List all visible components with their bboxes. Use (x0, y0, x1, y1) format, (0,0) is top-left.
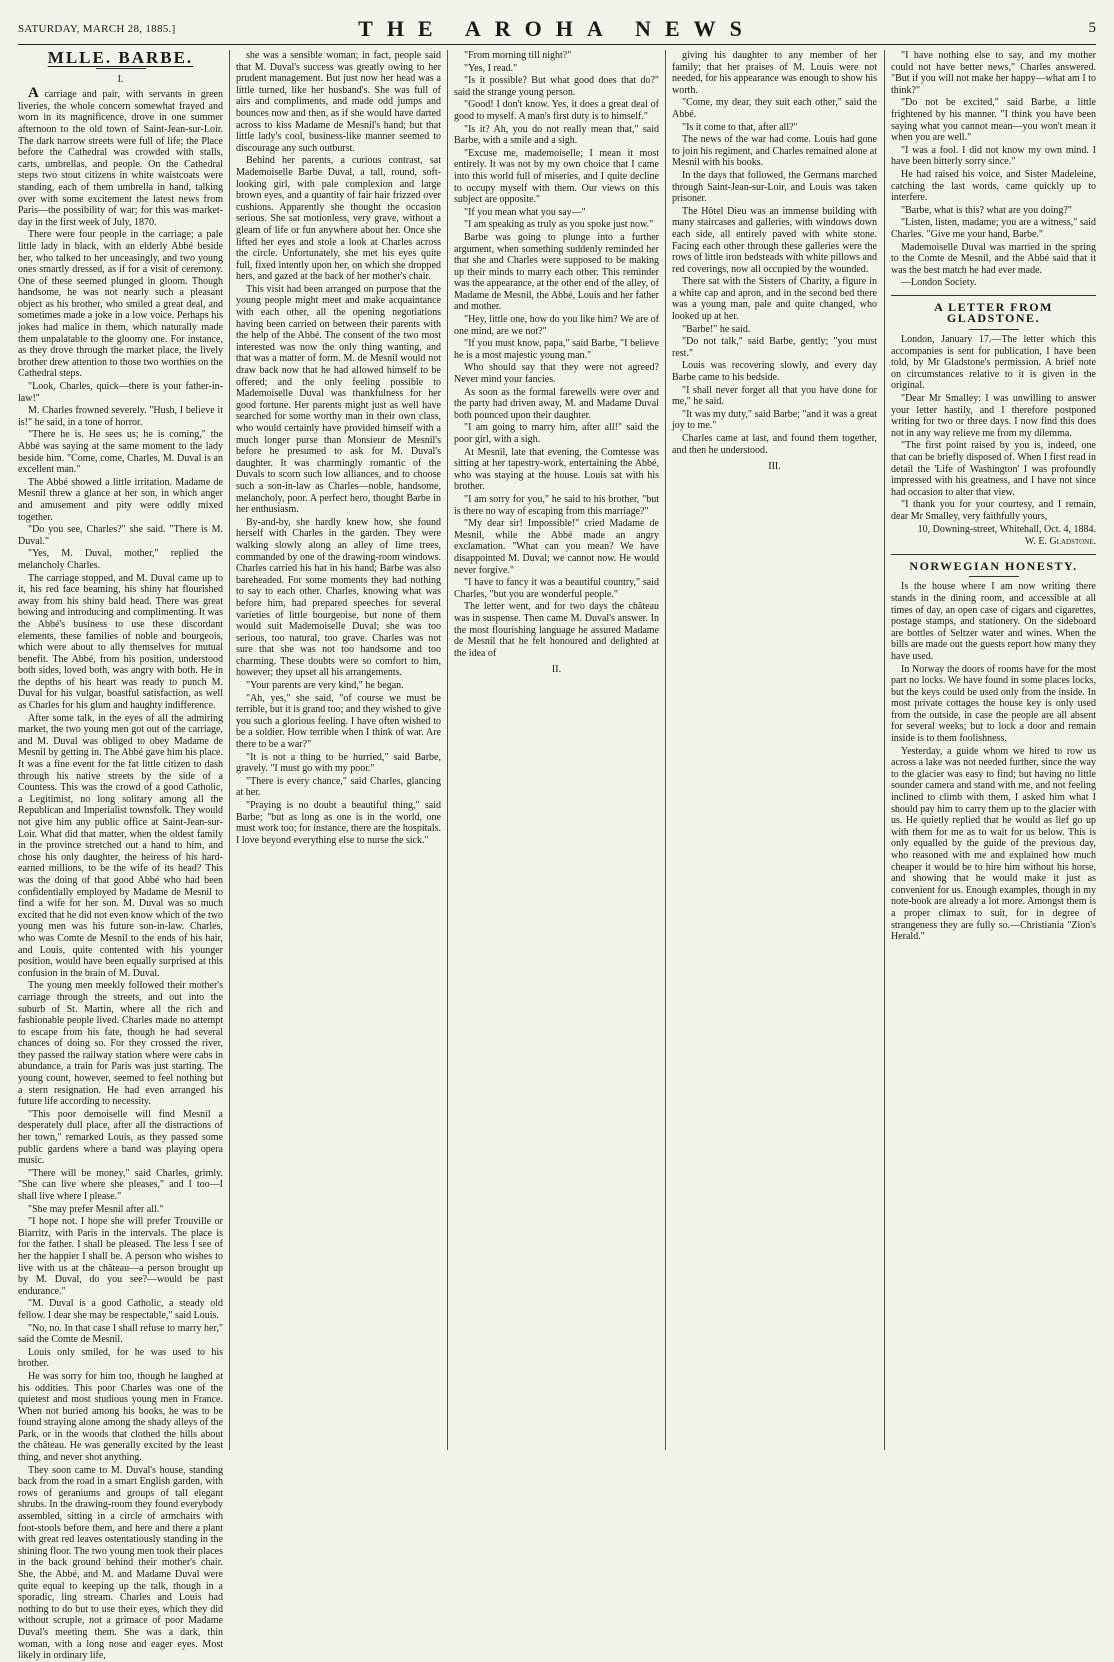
section-rule (891, 295, 1096, 296)
paragraph: "Is it? Ah, you do not really mean that," said Barbe, with a smile and a sigh. (454, 123, 659, 147)
paragraph: Mademoiselle Duval was married in the spring to the Comte de Mesnil, and the Abbé said that it was the best match he had ever made. (891, 241, 1096, 276)
paragraph: "If you mean what you say—" (464, 206, 586, 218)
paragraph: —London Society. (901, 277, 977, 289)
paragraph: "I thank you for your courtesy, and I remain, dear Mr Smalley, very faithfully yours, (891, 499, 1096, 522)
paragraph: "Look, Charles, quick—there is your father-in-law!" (18, 381, 223, 404)
column-5 (891, 50, 1096, 1450)
title-rule (96, 68, 146, 69)
column-3 (454, 50, 659, 1450)
paragraph: A carriage and pair, with servants in green liveries, the whole concern somewhat frayed and worn in its magnificence, drove in one summer afternoon to the old town of Saint-Jean-sur-Loir. The dark narrow streets were full of life; the Place before the Cathedral was crowded with stalls, carts, umbrellas, and people. On the Cathedral steps two stout citizens in white waistcoats were standing, each of them umbrella in hand, talking over with some excitement the latest news from Paris—the possibility of war; for this was market-day in the first week of July, 1870. (18, 85, 223, 228)
paragraph: "Hey, little one, how do you like him? We are of one mind, are we not?" (454, 314, 659, 337)
paragraph: "I shall never forget all that you have done for me," he said. (672, 384, 877, 408)
paragraph: "Excuse me, mademoiselle; I mean it most entirely. It was not by my own choice that I came into this world full of miseries, and I quite decline to occupy myself with them. Our views on this subject are opposite." (454, 147, 659, 206)
paragraph: "Is it possible? But what good does that do?" said the strange young person. (454, 75, 659, 98)
masthead (18, 14, 1096, 44)
story-body (454, 50, 659, 659)
paragraph: London, January 17.—The letter which this accompanies is sent for publication, I have been told, by Mr Gladstone's permission. A brief note on circumstances relative to it is given in the original. (891, 334, 1096, 392)
column-divider (884, 50, 885, 1450)
story-part-number: I. (117, 73, 124, 85)
paragraph: Louis was recovering slowly, and every day Barbe came to his bedside. (672, 360, 877, 384)
story-body (891, 50, 1096, 289)
paragraph: "I am sorry for you," he said to his brother, "but is there no way of escaping from this marriage?" (454, 493, 659, 517)
paragraph: "This poor demoiselle will find Mesnil a desperately dull place, after all the distractions of her town," remarked Louis, as they passed some public gardens where a band was playing opera music. (18, 1108, 223, 1167)
paragraph: "No, no. In that case I shall refuse to marry her," said the Comte de Mesnil. (18, 1322, 223, 1346)
paragraph: The news of the war had come. Louis had gone to join his regiment, and Charles remained alone at Mesnil with his books. (672, 134, 877, 169)
column-1 (18, 48, 223, 1662)
paragraph: The letter went, and for two days the château was in suspense. Then came M. Duval's answer. In the most flourishing language he assured Madame de Mesnil that he felt honoured and delighted at the idea of (454, 601, 659, 659)
column-4 (672, 50, 877, 1450)
paragraph: "My dear sir! Impossible!" cried Madame de Mesnil, while the Abbé made an angry exclamation. "What can you mean? We have disappointed M. Duval; we cannot now. He would never forgive." (454, 518, 659, 576)
page-number: 5 (1088, 20, 1096, 36)
paragraph: "From morning till night?" (464, 50, 572, 61)
story-title: MLLE. BARBE. (47, 48, 194, 67)
paragraph: Charles came at last, and found them together, and then he understood. (672, 433, 877, 456)
paragraph: "I am going to marry him, after all!" said the poor girl, with a sigh. (454, 422, 659, 445)
paragraph: At Mesnil, late that evening, the Comtesse was sitting at her tapestry-work, entertaining the Abbé, who was staying at the house. Louis sat with his brother. (454, 446, 659, 493)
paragraph: "Barbe, what is this? what are you doing?" (901, 204, 1072, 216)
paragraph: "Come, my dear, they suit each other," said the Abbé. (672, 97, 877, 120)
article-headline: NORWEGIAN HONESTY. (909, 558, 1078, 573)
paragraph: The Abbé showed a little irritation. Madame de Mesnil threw a glance at her son, in which anger and amusement and pity were oddly mixed together. (18, 476, 223, 523)
story-body (236, 50, 441, 846)
paragraph: "Listen, listen, madame; you are a witness," said Charles. "Give me your hand, Barbe." (891, 217, 1096, 240)
paragraph: "Is it come to that, after all?" (682, 121, 798, 133)
paragraph: "Barbe!" he said. (682, 323, 751, 335)
paragraph: By-and-by, she hardly knew how, she found herself with Charles in the garden. They were walking slowly along an alley of lime trees, commanded by one of the drawing-room windows. Charles carried his hat in his hand; Barbe was also bareheaded. For some moments they had nothing to say to each other. Charles, knowing what was before him, had prepared speeches for several varieties of little bourgeoise, but none of them would suit Mademoiselle Duval; she was too serious, too natural, too grave. Charles was not sure that she was not too handsome and too charming. These doubts were so comfort to him, however; they upset all his arrangements. (236, 516, 441, 679)
paragraph: There sat with the Sisters of Charity, a figure in a white cap and apron, and in the second bed there was a young man, pale and quite changed, who looked up at her. (672, 276, 877, 323)
letter-headline: A LETTER FROM GLADSTONE. (934, 299, 1053, 326)
paragraph: The carriage stopped, and M. Duval came up to it, his red face beaming, his shiny hat flourished away from his shiny bald head. There was great bowing and introducing and complimenting. It was the Abbé's business to use these discordant elements, these families of noble and bourgeois, which were about to ally themselves for mutual benefit. The Abbé, from his position, understood both sides, loved both, was angry with both. He in the depths of his heart was ready to punch M. Duval for his vulgar, boastful satisfaction, as well as Charles for his glum and haughty indifference. (18, 572, 223, 712)
story-body (672, 50, 877, 456)
paragraph: Behind her parents, a curious contrast, sat Mademoiselle Barbe Duval, a tall, round, soft-looking girl, with pale complexion and large brown eyes, and a quantity of fair hair frizzed over cushions. Apparently she thought the occasion serious. She sat motionless, very grave, without a gleam of life or fun anywhere about her. Once she lifted her eyes and stole a look at Charles across the circle. Unfortunately, she met his eyes quite full, fixed intently upon her, on which she dropped hers, and gazed at the back of her mother's chair. (236, 155, 441, 283)
section-rule (891, 554, 1096, 555)
paragraph: "Do you see, Charles?" she said. "There is M. Duval." (18, 524, 223, 547)
paragraph: "There is every chance," said Charles, glancing at her. (236, 775, 441, 799)
story-body (18, 85, 223, 1662)
paragraph: "Your parents are very kind," he began. (246, 680, 404, 692)
column-2 (236, 50, 441, 1450)
paragraph: As soon as the formal farewells were over and the party had driven away, M. and Madame Duval both pounced upon their daughter. (454, 386, 659, 421)
paragraph: He had raised his voice, and Sister Madeleine, catching the last words, came quickly up to interfere. (891, 168, 1096, 204)
paragraph: "The first point raised by you is, indeed, one that can be briefly disposed of. When I first read in detail the 'Life of Washington' I was profoundly impressed with his greatness, and I have not since had occasion to alter that view. (891, 440, 1096, 498)
paragraph: "It was my duty," said Barbe; "and it was a great joy to me." (672, 408, 877, 432)
issue-date: SATURDAY, MARCH 28, 1885.] (18, 23, 176, 35)
letter-signature: W. E. Gladstone. (1024, 536, 1096, 548)
paragraph: "Yes, I read." (464, 62, 518, 74)
paragraph: Who should say that they were not agreed? Never mind your fancies. (454, 362, 659, 386)
paragraph: "I have nothing else to say, and my mother could not have better news," Charles answered. "But if you will not make her happy—what am I to think?" (891, 50, 1096, 96)
paragraph: In Norway the doors of rooms have for the most part no locks. We have found in some places locks, but the keys could be used only from the inside. In most private cottages the house key is only used from the outside, in case the people are all absent for several weeks; but to lock a door and remain inside is to them foolishness. (891, 663, 1096, 745)
headline-rule (969, 329, 1019, 330)
columns (18, 48, 1096, 1662)
paragraph: giving his daughter to any member of her family; that her praises of M. Louis were not needed, for his appearance was enough to show his worth. (672, 50, 877, 96)
column-divider (229, 50, 230, 1450)
masthead-rule (18, 44, 1096, 45)
paragraph: "I hope not. I hope she will prefer Trouville or Biarritz, with Paris in the intervals. The place is for the father. I shall be pleased. The less I see of her the happier I shall be. A person who wishes to live with us at the château—a person brought up by M. Duval, do you see?—would be past endurance." (18, 1216, 223, 1297)
story-part-number: III. (768, 461, 781, 473)
paragraph: "I was a fool. I did not know my own mind. I have been bitterly sorry since." (891, 144, 1096, 168)
paragraph: "Dear Mr Smalley: I was unwilling to answer your letter hastily, and I therefore postponed writing for two or three days. I now find this does not in any way relieve me from my dilemma. (891, 393, 1096, 439)
paragraph: In the days that followed, the Germans marched through Saint-Jean-sur-Loir, and Louis was taken prisoner. (672, 169, 877, 205)
paragraph: Is the house where I am now writing there stands in the dining room, and accessible at all times of day, an open case of cigars and cigarettes, postage stamps, and stationery. On the sideboard are bottles of Seltzer water and wines. When the bills are made out the guests report how many they have used. (891, 581, 1096, 662)
paragraph: This visit had been arranged on purpose that the young people might meet and make acquaintance with each other, all the opening negotiations having been carried on between their parents with the help of the Abbé. The consent of the two most interested was now the only thing wanting, and that was a matter of form. M. de Mesnil would not draw back now that he had allowed himself to be offered; and the only feeling possible to Mademoiselle Duval was thankfulness for her good fortune. Her parents might just as well have searched for some worthy man in their own class, who would certainly have provided himself with a much longer purse than Monsieur de Mesnil's before he presumed to ask for M. Duval's daughter. It was charmingly romantic of the Duvals to scorn such low alliances, and to choose such a son-in-law as Charles—noble, handsome, melancholy, poor. A perfect hero, thought Barbe in her enthusiasm. (236, 283, 441, 516)
paragraph: The young men meekly followed their mother's carriage through the streets, and out into the suburb of St. Martin, where all the rich and fashionable people lived. Charles made no attempt to escape from his fate, though he had several chances of doing so. For they crossed the river, they passed the railway station where were cabs in abundance, a train for Paris was just starting. The young count, however, seemed to feel nothing but a stern resignation. He had even arranged his future life according to necessity. (18, 980, 223, 1108)
paragraph: There were four people in the carriage; a pale little lady in black, with an elderly Abbé beside her, who talked to her unceasingly, and two young ones smartly dressed, as if for a visit of ceremony. One of these seemed plunged in gloom. Though handsome, he was not nearly such a pleasant object as his brother, who smiled a great deal, and sometimes made a joke in a low voice. Perhaps his jokes had malice in them, which naturally made them unpalatable to the gloomy one. For instance, as they drove through the market place, the lively brother drew attention to those two worthies on the Cathedral steps. (18, 229, 223, 380)
paragraph: "There will be money," said Charles, grimly. "She can live where she pleases," and I too—I shall live where I please." (18, 1167, 223, 1202)
paragraph: Louis only smiled, for he was used to his brother. (18, 1346, 223, 1370)
headline-rule (969, 576, 1019, 577)
paragraph: Barbe was going to plunge into a further argument, when something suddenly reminded her that she and Charles were supposed to be making up their minds to marry each other. This reminder was the appearance, at the other end of the alley, of Madame de Mesnil, the Abbé, Louis and her father and mother. (454, 231, 659, 313)
paragraph: "I am speaking as truly as you spoke just now." (464, 219, 654, 231)
newspaper-page (18, 14, 1096, 1662)
paragraph: "M. Duval is a good Catholic, a steady old fellow. I dear she may be respectable," said Louis. (18, 1298, 223, 1321)
paragraph: she was a sensible woman; in fact, people said that M. Duval's success was greatly owing to her prudent management. But just now her head was a little turned, like her husband's. She was full of airs and compliments, and made odd jumps and bounces now and then, as if she would have darted across to kiss Madame de Mesnil's hand; but that little lady's cool, business-like manner seemed to discourage any such outburst. (236, 50, 441, 154)
paragraph: The Hôtel Dieu was an immense building with many staircases and galleries, with windows down each side, all entirely paved with white stone. Facing each other through these galleries were the rows of little iron bedsteads with white pillows and red coverings, now all occupied by the wounded. (672, 205, 877, 275)
paragraph: "Ah, yes," she said, "of course we must be terrible, but it is grand too; and they wished to give you such a glorious feeling. I have often wished to be a soldier. How terrible when I think of war. Are there to be a war?" (236, 692, 441, 751)
paragraph: M. Charles frowned severely. "Hush, I believe it is!" he said, in a tone of horror. (18, 405, 223, 428)
paragraph: "Good! I don't know. Yes, it does a great deal of good to myself. A man's first duty is to himself." (454, 99, 659, 122)
paragraph: After some talk, in the eyes of all the admiring market, the two young men got out of the carriage, and M. Duval was obliged to obey Madame de Mesnil by getting in. The Abbé gave him his place. It was a fine event for the fat little citizen to dash through his native streets by the side of a Countess. This was the crowd of a good Catholic, a Legitimist, no long solitary among all the Republican and Imperialist townsfolk. They would not give him any public office at Saint-Jean-sur-Loir. What did that matter, when the oldest family in the province stretched out a hand to him, and chose his only daughter, the heiress of his hard-earned millions, to be the wife of its head? This was the doing of that good Abbé who had been confidentially employed by Madame de Mesnil to find a wife for her son. M. Duval was so much excited that he did not even know which of the two young men was his future son-in-law. Charles, who was Comte de Mesnil to the ends of his hair, and Louis, quite contented with his younger position, would have been equally surprised at this confusion in the brain of M. Duval. (18, 712, 223, 979)
story-part-number: II. (551, 664, 562, 676)
paragraph: He was sorry for him too, though he laughed at his oddities. This poor Charles was one of the quietest and most studious young men in France. When not buried among his books, he was to be found straying alone among the shady alleys of the Park, or in the woods that clothed the hills about the château. He was generally excited by the least thing, and never shot anything. (18, 1370, 223, 1464)
letter-address: 10, Downing-street, Whitehall, Oct. 4, 1884. (917, 523, 1096, 535)
paragraph: "Do not be excited," said Barbe, a little frightened by his manner. "I think you have been saying what you cannot mean—you won't mean it when you are well." (891, 97, 1096, 144)
paragraph: "I have to fancy it was a beautiful country," said Charles, "but you are wonderful people." (454, 577, 659, 600)
paragraph: "She may prefer Mesnil after all." (28, 1203, 164, 1215)
paragraph: "It is not a thing to be hurried," said Barbe, gravely. "I must go with my poor." (236, 751, 441, 775)
paragraph: "Do not talk," said Barbe, gently; "you must rest." (672, 336, 877, 359)
paragraph: "Praying is no doubt a beautiful thing," said Barbe; "but as long as one is in the world, one must work too; for instance, there are the hospitals. I love beyond everything else to nurse the sick." (236, 800, 441, 846)
paragraph: "If you must know, papa," said Barbe, "I believe he is a most majestic young man." (454, 338, 659, 361)
article-body (891, 581, 1096, 942)
letter-body (891, 334, 1096, 523)
paragraph: "There he is. He sees us; he is coming," the Abbé was saying at the same moment to the lady beside him. "Come, come, Charles, M. Duval is an excellent man." (18, 429, 223, 476)
column-divider (665, 50, 666, 1450)
paragraph: "Yes, M. Duval, mother," replied the melancholy Charles. (18, 548, 223, 571)
paragraph: Yesterday, a guide whom we hired to row us across a lake was not needed further, since the way to the glacier was easy to find; but having no little sounder camera and stand with me, and not feeling inclined to climb with them, I asked him what I should pay him to carry them up to the glacier with us. He quietly replied that he would as lief go up with them for me as to wait for us below. This is only equalled by the guide of the previous day, who reasoned with me and explained how much cheaper it would be to hire him without his horse, and showing that he would make it just as convenient for us. Enough examples, though in my note-book are already a lot more. Amongst them is a proper climax to suit, for in degree of strangeness they are fully so.—Christiania "Zion's Herald." (891, 745, 1096, 943)
paragraph: They soon came to M. Duval's house, standing back from the road in a smart English garden, with rows of geraniums and groups of tall elegant shrubs. In the drawing-room they found everybody assembled, sitting in a circle of armchairs with foot-stools before them, and here and there a plant with great red leaves ostentatiously standing in the shining floor. The two young men took their places in the back ground behind their mother's chair. She, the Abbé, and M. and Madame Duval were quite equal to keeping up the talk, though in a sporadic, ling stream. Charles and Louis had nothing to do but to use their eyes, which they did without scruple, not a grimace of poor Madame Duval's meeting them. She was a dark, thin woman, with a long nose and eager eyes. Most likely in ordinary life, (18, 1464, 223, 1662)
column-divider (447, 50, 448, 1450)
newspaper-title: THE AROHA NEWS (358, 16, 756, 41)
